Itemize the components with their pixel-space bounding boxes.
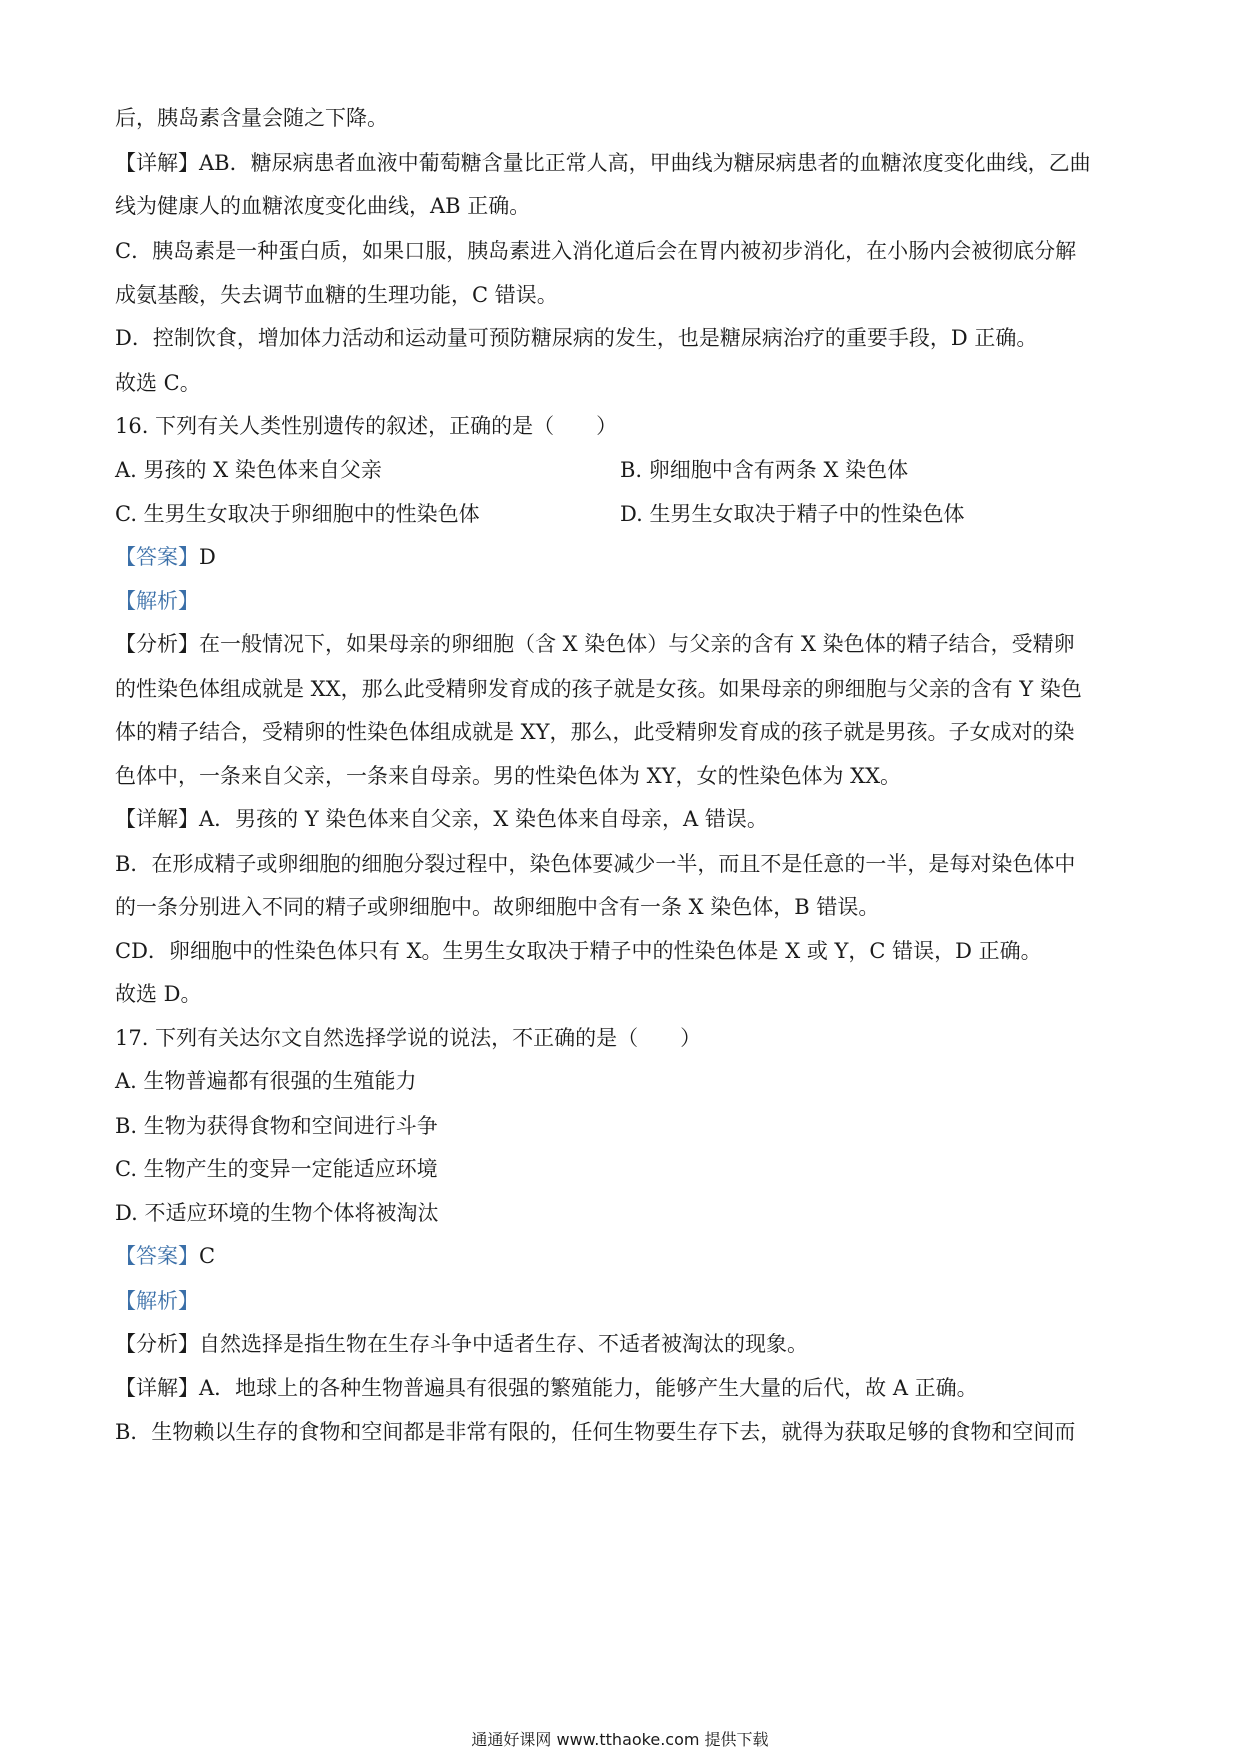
q16-option-b: B. 卵细胞中含有两条 X 染色体 [620,458,909,482]
q16-option-c: C. 生男生女取决于卵细胞中的性染色体 [115,502,480,526]
q16-jiexi-tag: 【解析】 [115,589,199,613]
q17-answer [115,1241,215,1271]
q16-detail-a [115,804,768,834]
q17-option-b: B. 生物为获得食物和空间进行斗争 [115,1114,438,1138]
q16-option-d: D. 生男生女取决于精子中的性染色体 [620,502,965,526]
q16-option-a: A. 男孩的 X 染色体来自父亲 [115,458,382,482]
q17-option-d: D. 不适应环境的生物个体将被淘汰 [115,1201,439,1225]
prev-d-line-1: D．控制饮食，增加体力活动和运动量可预防糖尿病的发生，也是糖尿病治疗的重要手段，D 正确。 [115,326,1038,350]
q16-analysis-line-1 [115,629,1075,659]
analysis-text: 在一般情况下，如果母亲的卵细胞（含 X 染色体）与父亲的含有 X 染色体的精子结合，受精卵 [199,632,1075,656]
q17-analysis-line-1 [115,1329,808,1359]
detail-text: AB．糖尿病患者血液中葡萄糖含量比正常人高，甲曲线为糖尿病患者的血糖浓度变化曲线，乙曲 [199,151,1091,175]
detail-tag: 【详解】 [115,807,199,831]
q16-analysis-line-2: 的性染色体组成就是 XX，那么此受精卵发育成的孩子就是女孩。如果母亲的卵细胞与父亲的含有 Y 染色 [115,677,1082,701]
prev-detail-line-1 [115,148,1091,178]
analysis-tag: 【分析】 [115,632,199,656]
q16-answer [115,542,216,572]
answer-tag: 【答案】 [115,1244,199,1268]
analysis-text: 自然选择是指生物在生存斗争中适者生存、不适者被淘汰的现象。 [199,1332,808,1356]
answer-tag: 【答案】 [115,545,199,569]
prev-line-1: 后，胰岛素含量会随之下降。 [115,106,388,130]
q16-detail-cd: CD．卵细胞中的性染色体只有 X。生男生女取决于精子中的性染色体是 X 或 Y，C 错误，D 正确。 [115,939,1042,963]
answer-value: D [199,545,216,569]
detail-tag: 【详解】 [115,151,199,175]
q17-option-a: A. 生物普遍都有很强的生殖能力 [115,1069,417,1093]
q16-analysis-line-4: 色体中，一条来自父亲，一条来自母亲。男的性染色体为 XY，女的性染色体为 XX。 [115,764,902,788]
q16-analysis-line-3: 体的精子结合，受精卵的性染色体组成就是 XY，那么，此受精卵发育成的孩子就是男孩。子女成对的染 [115,720,1075,744]
q17-option-c: C. 生物产生的变异一定能适应环境 [115,1157,438,1181]
prev-c-line-2: 成氨基酸，失去调节血糖的生理功能，C 错误。 [115,283,558,307]
q17-detail-a [115,1373,978,1403]
q16-detail-b-line-2: 的一条分别进入不同的精子或卵细胞中。故卵细胞中含有一条 X 染色体，B 错误。 [115,895,880,919]
answer-value: C [199,1244,216,1268]
analysis-tag: 【分析】 [115,1332,199,1356]
q16-detail-b-line-1: B．在形成精子或卵细胞的细胞分裂过程中，染色体要减少一半，而且不是任意的一半，是每对染色体中 [115,852,1076,876]
detail-text: A．男孩的 Y 染色体来自父亲，X 染色体来自母亲，A 错误。 [199,807,768,831]
q17-detail-b-line-1: B．生物赖以生存的食物和空间都是非常有限的，任何生物要生存下去，就得为获取足够的食物和空间而 [115,1420,1076,1444]
page-footer: 通通好课网 www.tthaoke.com 提供下载 [471,1730,769,1749]
q16-conclusion: 故选 D。 [115,982,202,1006]
detail-text: A．地球上的各种生物普遍具有很强的繁殖能力，能够产生大量的后代，故 A 正确。 [199,1376,978,1400]
prev-c-line-1: C．胰岛素是一种蛋白质，如果口服，胰岛素进入消化道后会在胃内被初步消化，在小肠内会被彻底分解 [115,239,1077,263]
q17-stem: 17. 下列有关达尔文自然选择学说的说法，不正确的是（ ） [115,1026,702,1050]
prev-detail-line-2: 线为健康人的血糖浓度变化曲线，AB 正确。 [115,194,531,218]
detail-tag: 【详解】 [115,1376,199,1400]
q16-stem: 16. 下列有关人类性别遗传的叙述，正确的是（ ） [115,414,618,438]
prev-conclusion: 故选 C。 [115,371,201,395]
q17-jiexi-tag: 【解析】 [115,1289,199,1313]
